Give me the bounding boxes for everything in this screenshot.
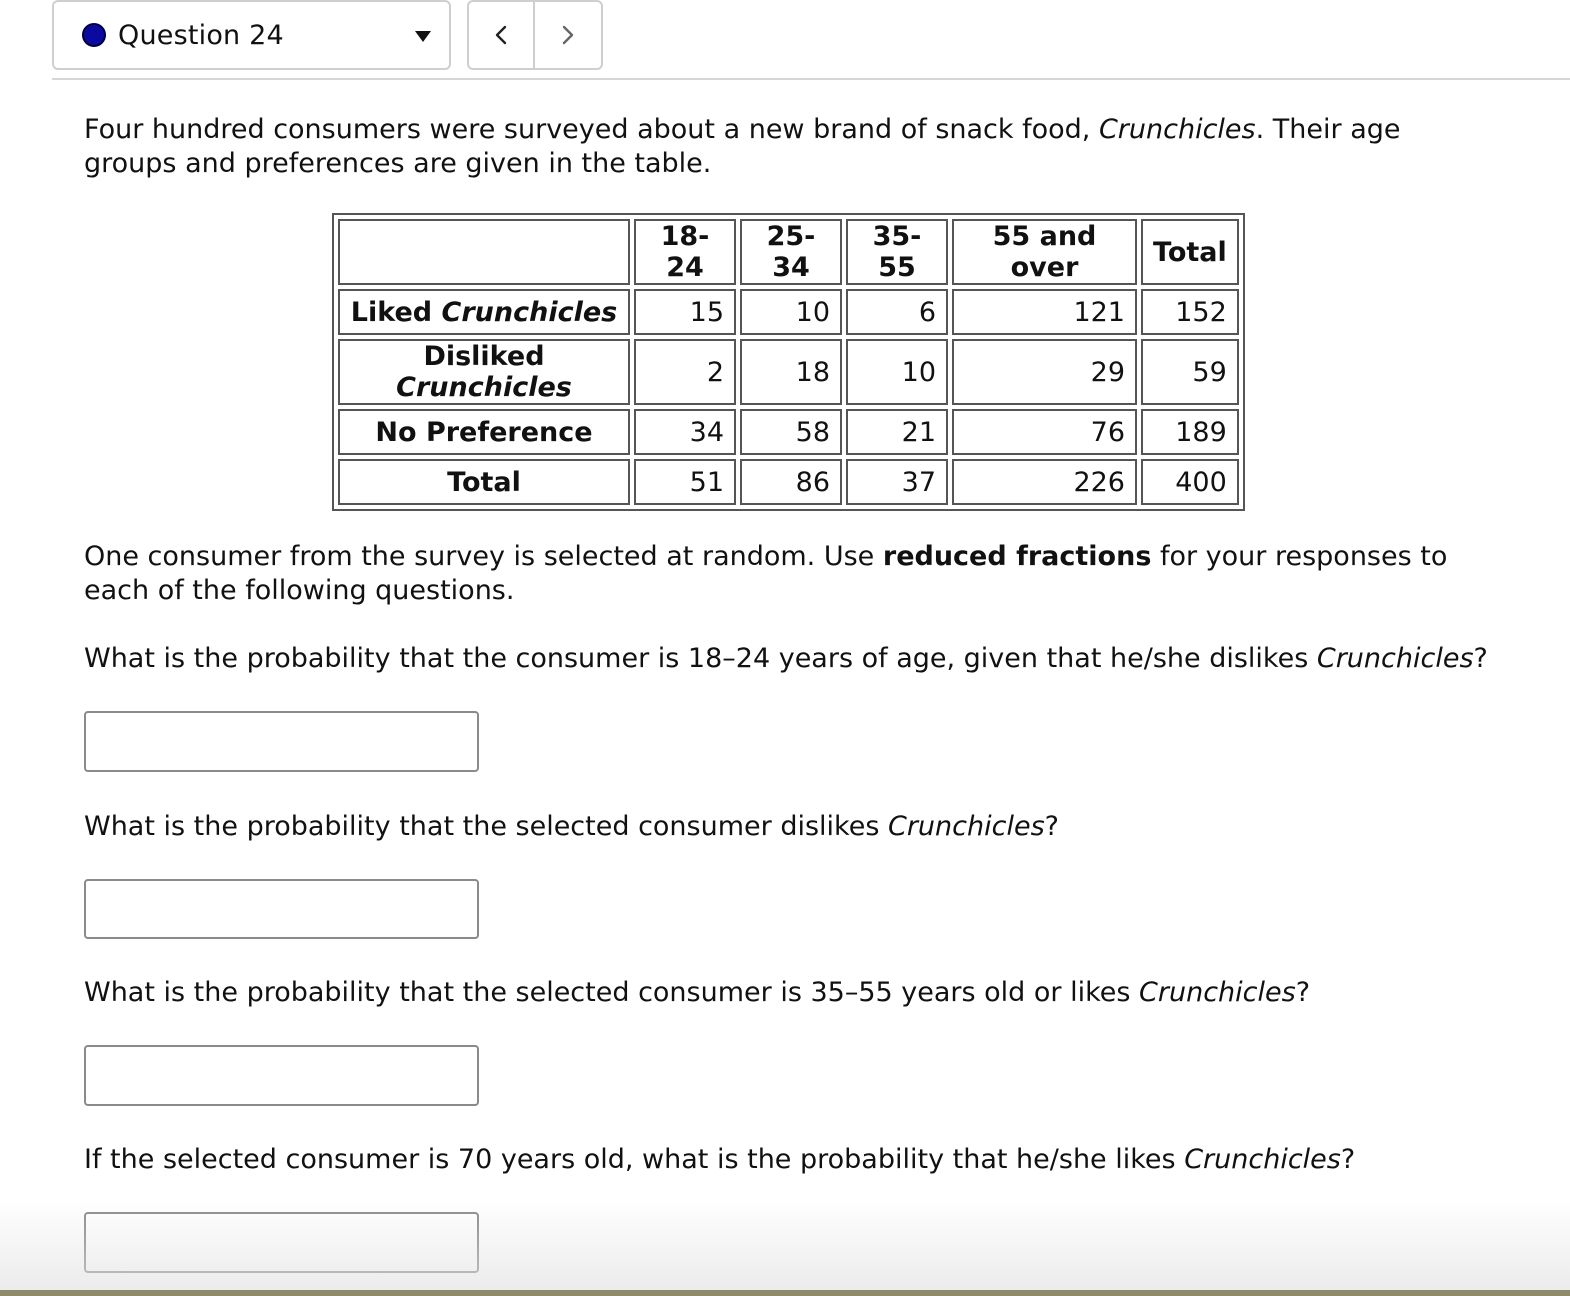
table-row [338,409,1239,455]
question-end: ? [1473,643,1488,674]
question-text: What is the probability that the selected consumer is 35–55 years old or likes [84,977,1140,1008]
question-3-text [84,976,1534,1010]
answer-input-4[interactable] [84,1212,479,1273]
instructions-text-after: for your responses to each of the following questions. [84,541,1448,606]
table-cell: 152 [1141,289,1239,335]
table-cell: 10 [740,289,842,335]
table-cell: 86 [740,459,842,505]
intro-text-before: Four hundred consumers were surveyed about a new brand of snack food, [84,114,1099,145]
header-divider [52,78,1570,80]
row-label-prefix: Total [447,466,521,498]
table-cell: 51 [634,459,736,505]
table-header-cell: 55 and over [952,219,1137,285]
row-label-prefix: Liked [350,296,442,328]
question-text: If the selected consumer is 70 years old, what is the probability that he/she likes [84,1144,1185,1175]
bottom-bar [0,1290,1570,1296]
row-label [338,459,630,505]
instructions-text-before: One consumer from the survey is selected at random. Use [84,541,883,572]
question-brand: Crunchicles [1184,1144,1341,1175]
question-end: ? [1044,811,1059,842]
question-selector[interactable] [52,0,451,70]
table-cell: 76 [952,409,1137,455]
chevron-right-icon [559,23,577,47]
table-header-row [338,219,1239,285]
table-cell: 34 [634,409,736,455]
next-question-button[interactable] [535,2,601,68]
answer-input-3[interactable] [84,1045,479,1106]
question-label: Question 24 [118,19,284,51]
question-text: What is the probability that the consumer is 18–24 years of age, given that he/she dislikes [84,643,1317,674]
answer-input-1[interactable] [84,711,479,772]
table-cell: 121 [952,289,1137,335]
question-nav-group [467,0,603,70]
row-label [338,409,630,455]
table-cell: 189 [1141,409,1239,455]
table-row [338,339,1239,405]
table-cell: 37 [846,459,948,505]
table-header-cell: 18-24 [634,219,736,285]
table-header-cell: Total [1141,219,1239,285]
question-brand: Crunchicles [1139,977,1296,1008]
row-label [338,289,630,335]
row-label-brand: Crunchicles [396,372,572,403]
table-cell: 400 [1141,459,1239,505]
survey-table-wrapper [332,213,1245,511]
question-end: ? [1295,977,1311,1008]
table-cell: 226 [952,459,1137,505]
instructions-paragraph [84,540,1504,608]
question-brand: Crunchicles [1316,643,1474,674]
intro-brand: Crunchicles [1098,114,1256,145]
table-header-cell: 25-34 [740,219,842,285]
table-cell: 58 [740,409,842,455]
table-cell: 21 [846,409,948,455]
row-label-brand: Crunchicles [441,296,618,328]
table-header-cell: 35-55 [846,219,948,285]
table-row [338,289,1239,335]
question-brand: Crunchicles [887,811,1045,842]
row-label [338,339,630,405]
table-cell: 15 [634,289,736,335]
answer-input-2[interactable] [84,879,479,939]
table-cell: 18 [740,339,842,405]
table-header-cell [338,219,630,285]
row-label-prefix: No Preference [375,416,593,448]
table-cell: 2 [634,339,736,405]
intro-paragraph [84,113,1484,181]
previous-question-button[interactable] [469,2,535,68]
table-cell: 59 [1141,339,1239,405]
table-row [338,459,1239,505]
question-1-text [84,642,1534,676]
instructions-bold: reduced fractions [882,541,1152,572]
chevron-left-icon [492,23,510,47]
question-end: ? [1340,1144,1356,1175]
survey-table [332,213,1245,511]
caret-down-icon[interactable] [415,31,431,42]
question-text: What is the probability that the selected consumer dislikes [84,811,888,842]
question-status-dot-icon [82,23,106,47]
question-2-text [84,810,1534,844]
table-cell: 29 [952,339,1137,405]
table-cell: 10 [846,339,948,405]
question-4-text [84,1143,1534,1177]
table-cell: 6 [846,289,948,335]
row-label-prefix: Disliked [423,341,545,372]
intro-text-after: . Their age groups and preferences are given in the table. [84,114,1401,179]
